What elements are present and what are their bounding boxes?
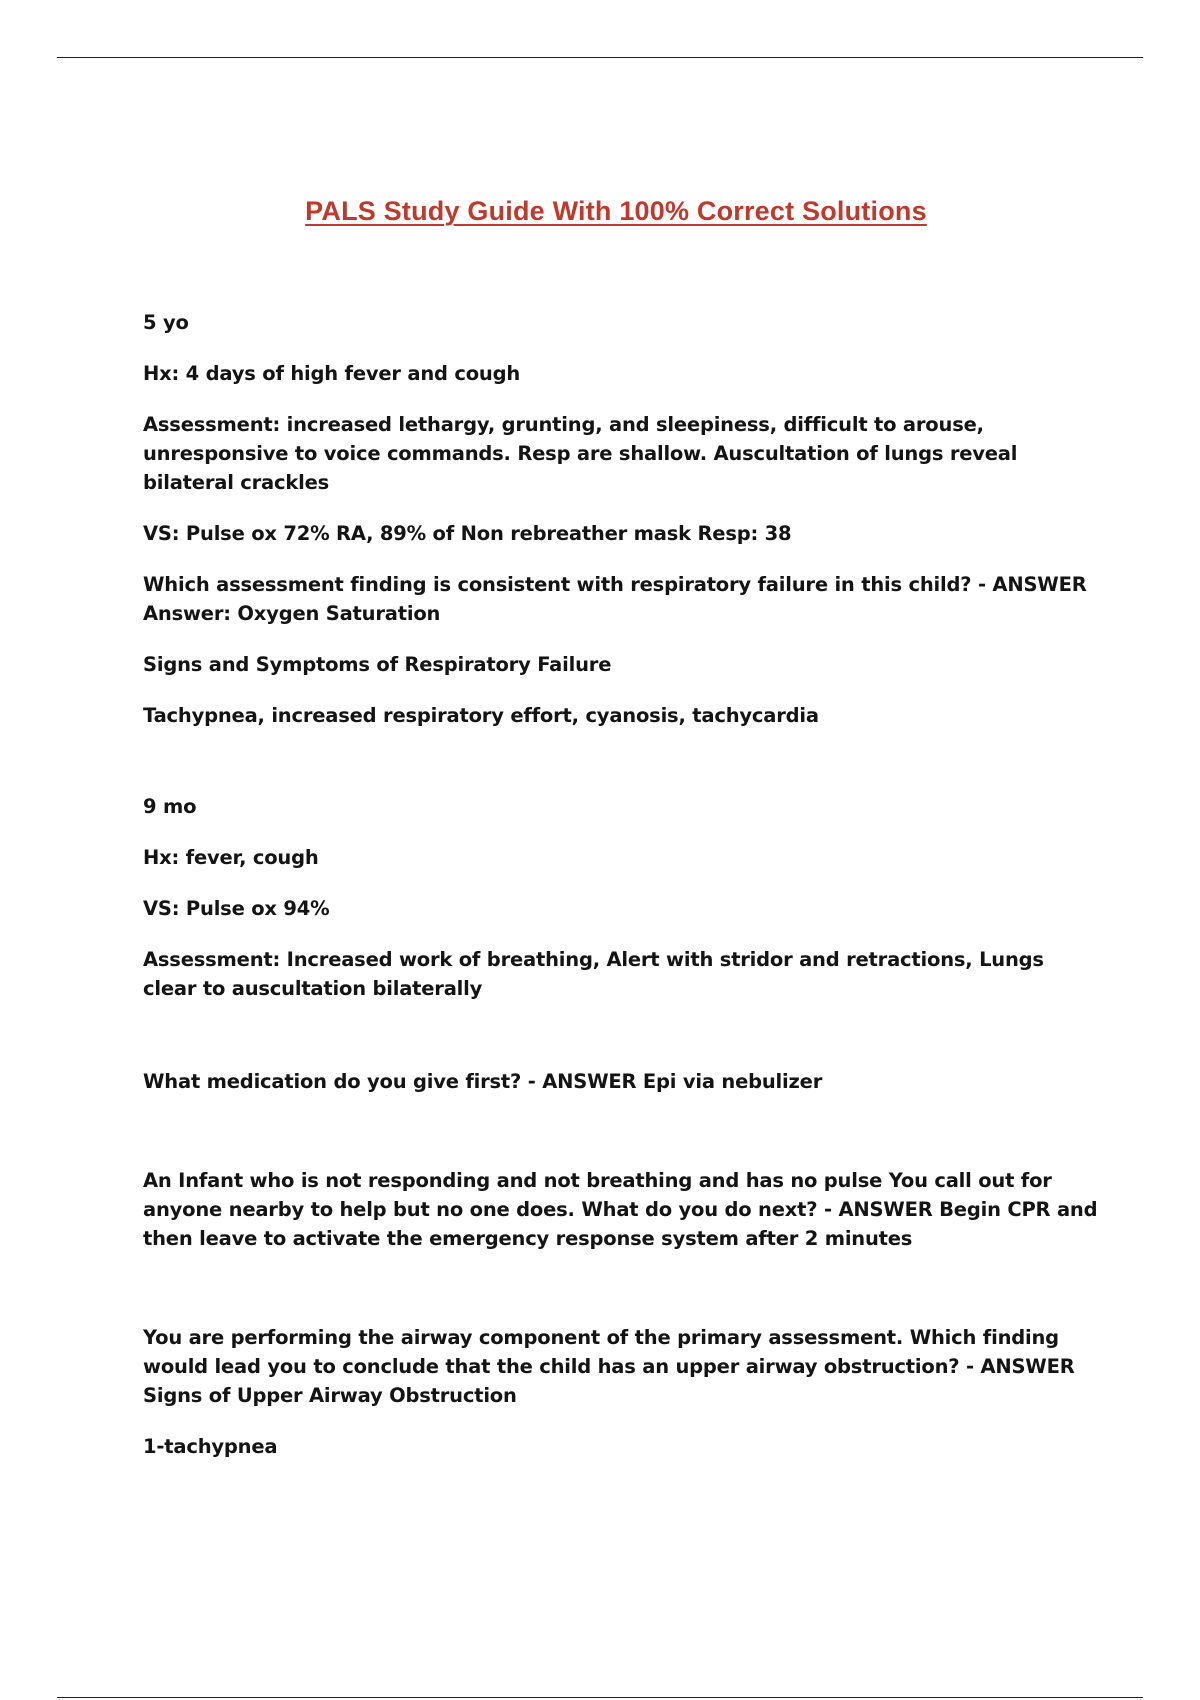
question-infant-cpr: An Infant who is not responding and not breathing and has no pulse You call out for anyone nearby to help but no one does. What do you do next? - ANSWER Begin CPR and then leave to activate the emergency response system after 2 minutes xyxy=(143,1169,1098,1250)
footer-rule xyxy=(57,1697,1143,1698)
document-body xyxy=(143,308,1103,1483)
case2-age: 9 mo xyxy=(143,795,197,818)
case1-assessment: Assessment: increased lethargy, grunting, and sleepiness, difficult to arouse, unresponsive to voice commands. Resp are shallow. Auscultation of lungs reveal bilateral crackles xyxy=(143,413,1018,494)
case2-vitals: VS: Pulse ox 94% xyxy=(143,897,330,920)
case1-question: Which assessment finding is consistent with respiratory failure in this child? - ANSWER Answer: Oxygen Saturation xyxy=(143,573,1087,625)
case1-history: Hx: 4 days of high fever and cough xyxy=(143,362,521,385)
case1-signs-list: Tachypnea, increased respiratory effort, cyanosis, tachycardia xyxy=(143,704,819,727)
case1-signs-heading: Signs and Symptoms of Respiratory Failure xyxy=(143,653,612,676)
case1-age: 5 yo xyxy=(143,311,189,334)
page-title-text: PALS Study Guide With 100% Correct Solutions xyxy=(305,196,927,226)
header-rule xyxy=(57,57,1143,58)
airway-sign-1: 1-tachypnea xyxy=(143,1435,278,1458)
case2-assessment: Assessment: Increased work of breathing, Alert with stridor and retractions, Lungs clear to auscultation bilaterally xyxy=(143,948,1044,1000)
question-airway-obstruction: You are performing the airway component of the primary assessment. Which finding would lead you to conclude that the child has an upper airway obstruction? - ANSWER Signs of Upper Airway Obstruction xyxy=(143,1326,1075,1407)
case2-history: Hx: fever, cough xyxy=(143,846,319,869)
page-title xyxy=(0,196,1200,227)
case2-question: What medication do you give first? - ANSWER Epi via nebulizer xyxy=(143,1070,823,1093)
case1-vitals: VS: Pulse ox 72% RA, 89% of Non rebreather mask Resp: 38 xyxy=(143,522,792,545)
